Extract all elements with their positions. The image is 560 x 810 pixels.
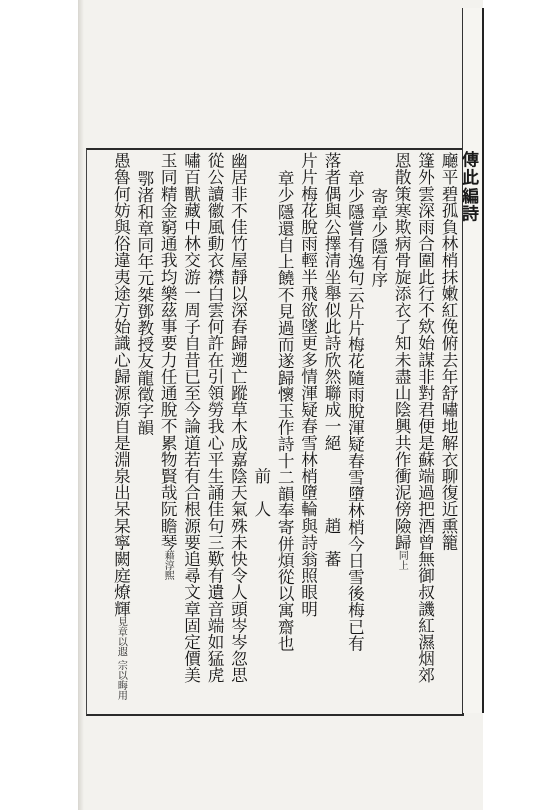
column-text: 從公讀徽風動衣襟白雲何許在引領勞我心平生誦佳句三歎有遺音端如猛虎: [205, 152, 224, 684]
text-column-12: [180, 152, 202, 712]
text-column-1: [437, 152, 459, 712]
column-text: 玉同精金窮通我均樂茲事要力任通脫不累物賢哉阮瞻琴: [158, 152, 178, 551]
text-column-14: [133, 152, 155, 730]
column-text: 嘯百獸藏中林交游一周子自昔已至今論道若有合根源要追尋文章固定價美: [181, 152, 201, 684]
text-column-6: [320, 152, 342, 712]
column-note: 藉淳熙: [162, 550, 174, 581]
column-text: 幽居非不佳竹屋靜以深春歸遡亡蹤草木成嘉陰天氣殊未快令人頭岑岑忽思: [228, 152, 248, 684]
column-text: 恩散策寒欺病骨旋添衣了知未盡山陰興共作衝泥傍險歸: [392, 152, 412, 551]
column-text: 愚魯何妨與俗違夷途方始識心歸源源自是淵泉出呆杲寧闕庭燎輝: [111, 152, 131, 617]
text-column-7: [297, 152, 319, 712]
text-column-5: [343, 152, 365, 730]
column-text: 鄂渚和章同年元桀鄧教授友龍徵字韻: [134, 170, 154, 436]
text-column-3: [390, 152, 412, 712]
text-column-11: [203, 152, 225, 712]
text-column-15: [109, 152, 131, 712]
column-text: 落者偶與公擇清坐舉似此詩欣然聯成一絕 趙 蕃: [322, 152, 341, 567]
text-column-2: [414, 152, 436, 712]
column-text: 寄章少隱有序: [368, 188, 388, 288]
column-text: 篷外雲深雨合圍此行不欸始謀非對君便是蘇端過把酒曾無御叔譏紅濕烟郊: [415, 152, 435, 684]
column-text: 廰平碧孤負林梢抹嫩紅俛俯去年舒嘯地解衣聊復近熏籠: [439, 152, 458, 551]
text-column-10: [226, 152, 248, 712]
column-text: 前 人: [251, 152, 271, 518]
text-column-4: [367, 152, 389, 748]
column-text: 章少隱嘗有逸句云片片梅花隨雨脫渾疑春雪墮林梢今日雪後梅已有: [345, 170, 365, 652]
column-note: 同上: [396, 550, 408, 571]
text-column-8: [273, 152, 295, 730]
text-column-13: [156, 152, 178, 712]
margin-strip: [458, 8, 484, 713]
text-column-9: [250, 152, 272, 712]
page-edge-shadow: [78, 0, 84, 810]
column-text: 章少隱還自上饒不見過而遂歸懷玉作詩十二韻奉寄併煩從以寓齋也: [275, 170, 295, 652]
margin-title: 𫝊此編詩: [458, 150, 478, 222]
column-note: 見章以遐 宗以晦用: [115, 616, 127, 700]
column-text: 片片梅花脫雨輕半飛欲墜更多情渾疑春雪林梢墮輪與詩翁照眼明: [298, 152, 318, 617]
